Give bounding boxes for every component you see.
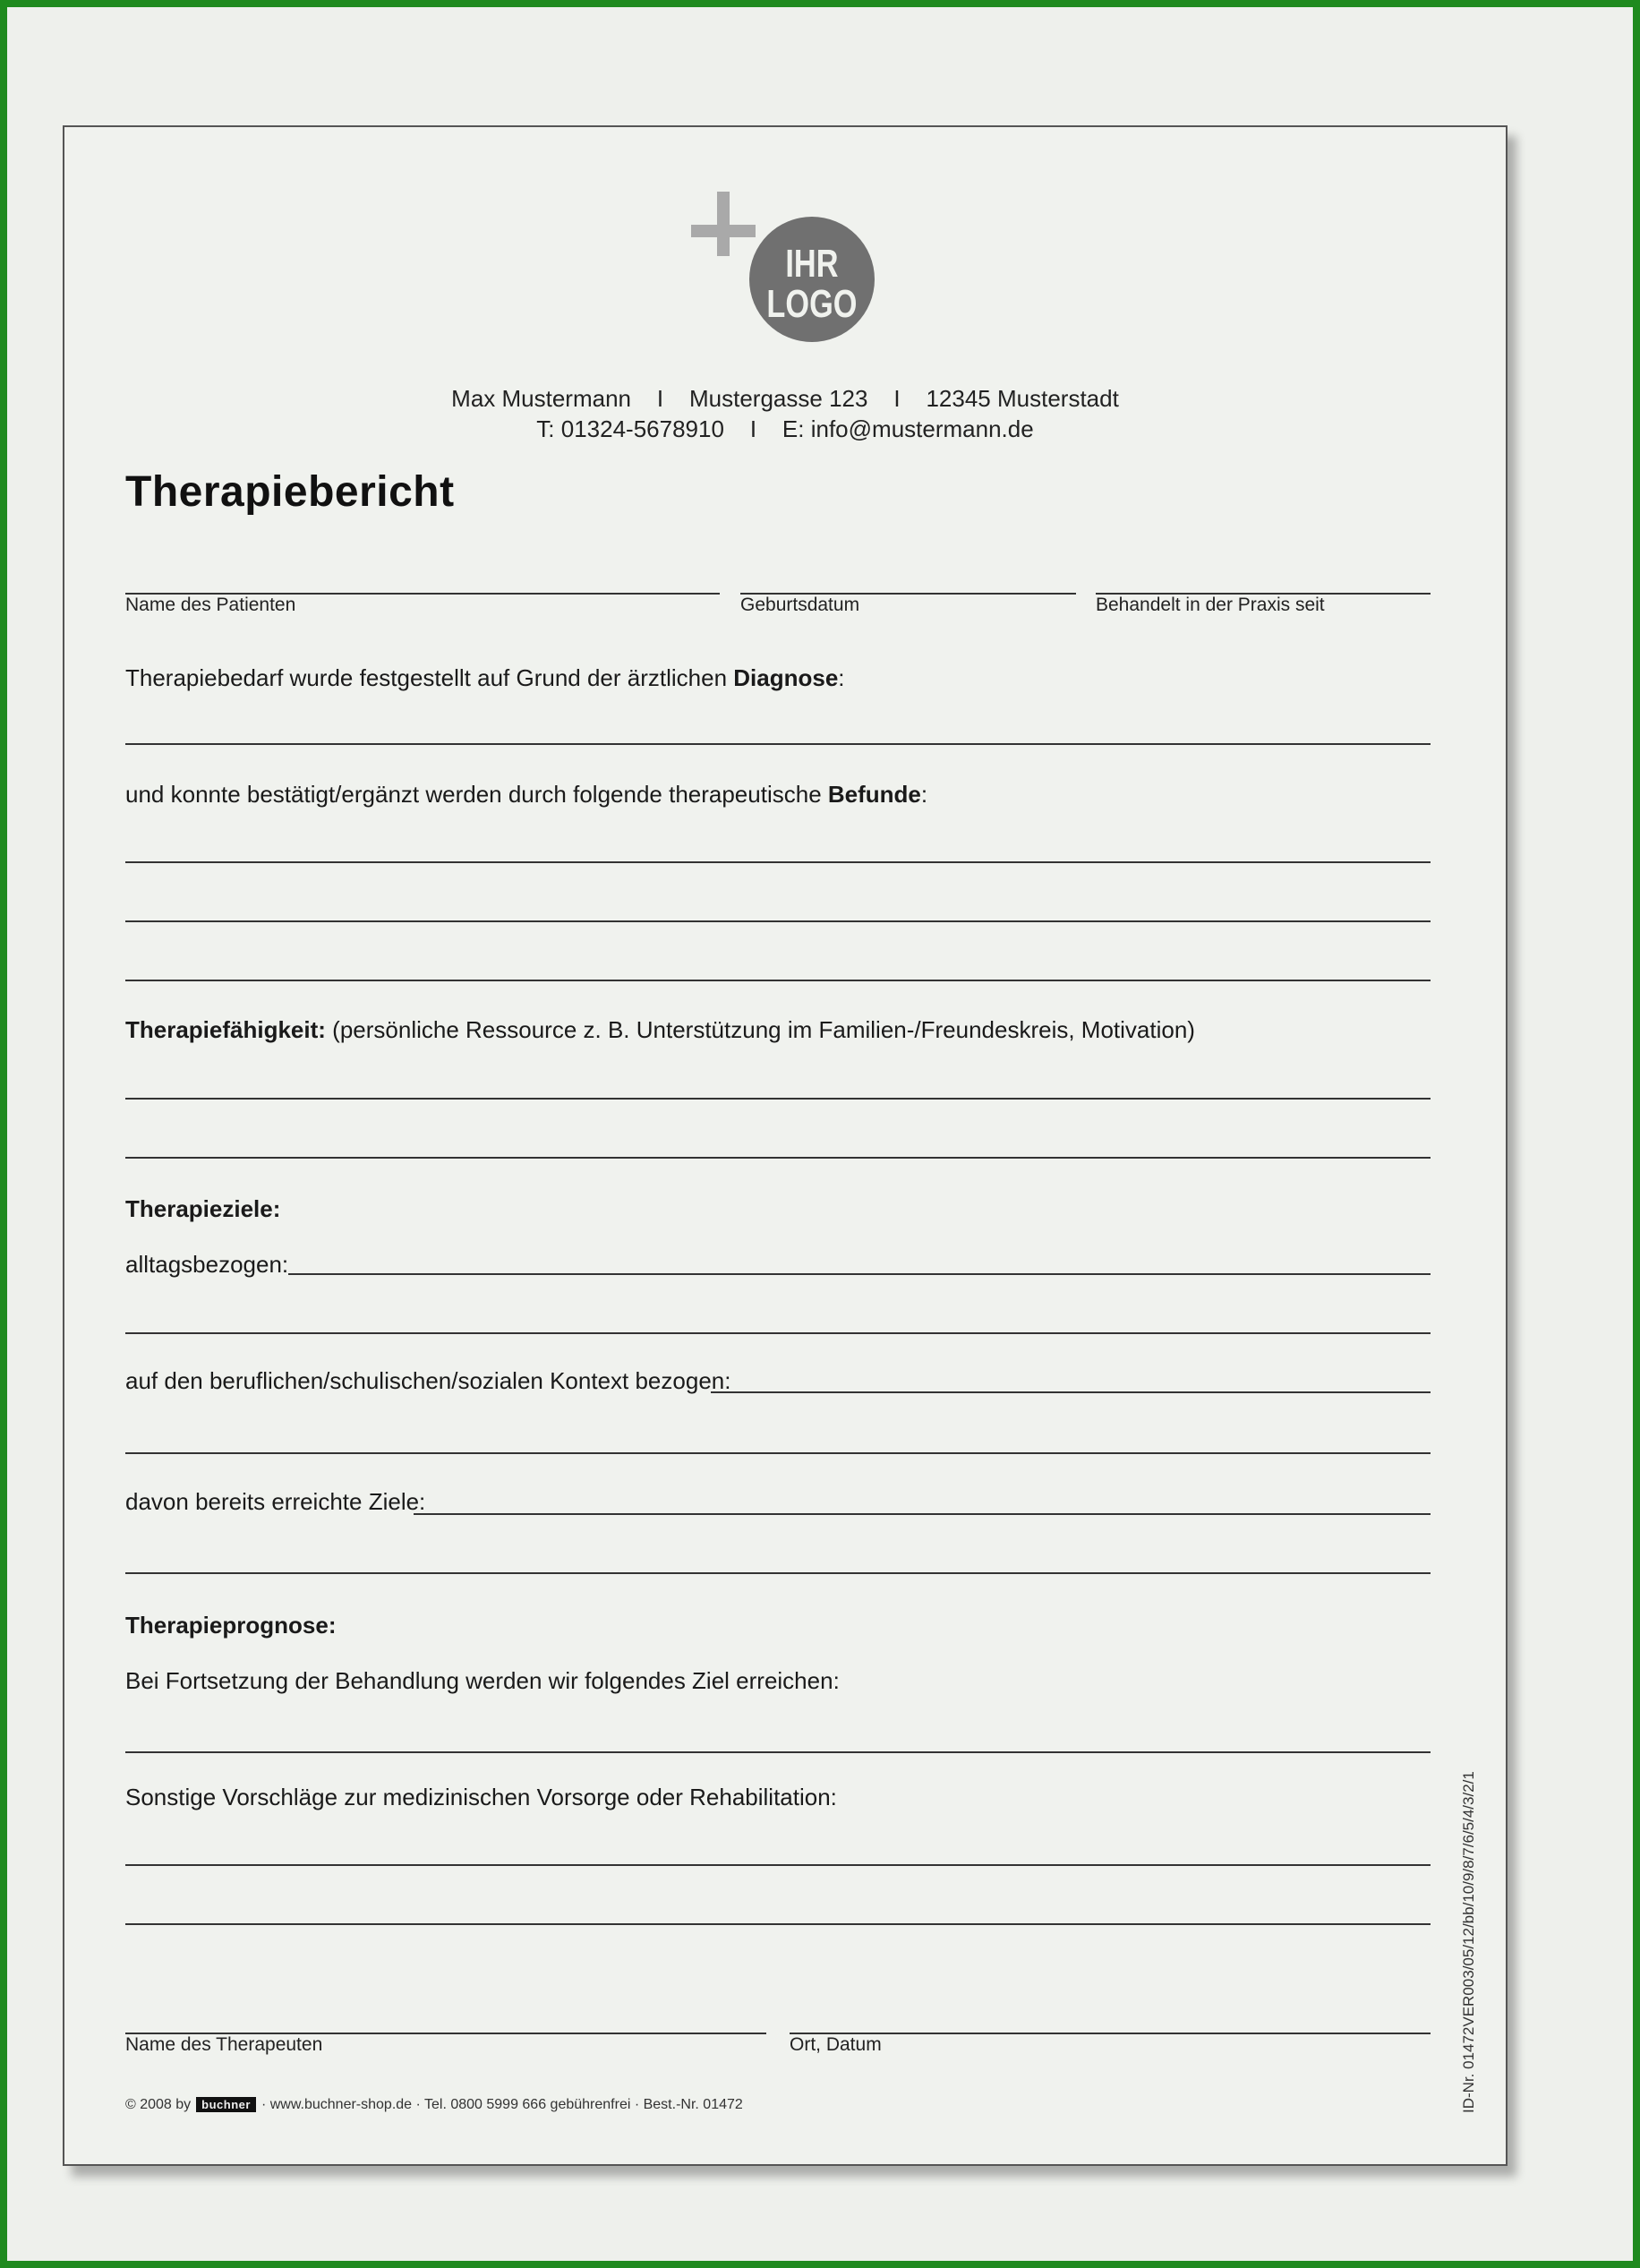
alltag-label: alltagsbezogen: (125, 1251, 289, 1278)
logo-icon (691, 192, 879, 348)
beruf-line[interactable] (711, 1391, 1431, 1393)
buchner-logo: buchner (196, 2097, 256, 2112)
erreicht-line[interactable] (414, 1513, 1431, 1515)
erreicht-label: davon bereits erreichte Ziele: (125, 1488, 426, 1515)
fortsetzung-line[interactable] (125, 1751, 1431, 1753)
beruf-label: auf den beruflichen/schulischen/sozialen Kontext bezogen: (125, 1367, 731, 1394)
page-title: Therapiebericht (125, 468, 455, 516)
address-line: Max Mustermann I Mustergasse 123 I 12345 Musterstadt (451, 385, 1119, 412)
patient-name-label: Name des Patienten (125, 595, 296, 615)
sonstige-line-1[interactable] (125, 1864, 1431, 1866)
place-date-label: Ort, Datum (790, 2034, 882, 2055)
logo-text-2: LOGO (766, 281, 858, 327)
form-sheet (63, 125, 1508, 2166)
diagnose-line[interactable] (125, 743, 1431, 745)
befunde-text: und konnte bestätigt/ergänzt werden durch folgende therapeutische Befunde: (125, 781, 928, 808)
footer-text: © 2008 by buchner · www.buchner-shop.de · Tel. 0800 5999 666 gebührenfrei · Best.-Nr. 01472 (125, 2097, 743, 2112)
erreicht-line-2[interactable] (125, 1572, 1431, 1574)
sonstige-text: Sonstige Vorschläge zur medizinischen Vorsorge oder Rehabilitation: (125, 1784, 837, 1810)
contact-line: T: 01324-5678910 I E: info@mustermann.de (536, 415, 1034, 442)
befunde-line-1[interactable] (125, 861, 1431, 863)
diagnose-text: Therapiebedarf wurde festgestellt auf Grund der ärztlichen Diagnose: (125, 664, 845, 691)
logo-text-1: IHR (785, 241, 839, 287)
faehigkeit-line-1[interactable] (125, 1098, 1431, 1100)
befunde-line-3[interactable] (125, 980, 1431, 981)
prognose-heading: Therapieprognose: (125, 1612, 337, 1639)
faehigkeit-text: Therapiefähigkeit: (persönliche Ressource z. B. Unterstützung im Familien-/Freundeskreis, Motivation) (125, 1016, 1195, 1043)
sonstige-line-2[interactable] (125, 1923, 1431, 1925)
beruf-line-2[interactable] (125, 1452, 1431, 1454)
alltag-line[interactable] (288, 1273, 1431, 1275)
birthdate-label: Geburtsdatum (740, 595, 860, 615)
therapist-name-label: Name des Therapeuten (125, 2034, 323, 2055)
treated-since-label: Behandelt in der Praxis seit (1096, 595, 1325, 615)
place-date-line[interactable] (790, 2033, 1431, 2034)
fortsetzung-text: Bei Fortsetzung der Behandlung werden wir folgendes Ziel erreichen: (125, 1667, 840, 1694)
side-id-number: ID-Nr. 01472VER003/05/12/bb/10/9/8/7/6/5/4/3/2/1 (1460, 1771, 1477, 2113)
alltag-line-2[interactable] (125, 1332, 1431, 1334)
befunde-line-2[interactable] (125, 920, 1431, 922)
ziele-heading: Therapieziele: (125, 1195, 281, 1222)
faehigkeit-line-2[interactable] (125, 1157, 1431, 1159)
